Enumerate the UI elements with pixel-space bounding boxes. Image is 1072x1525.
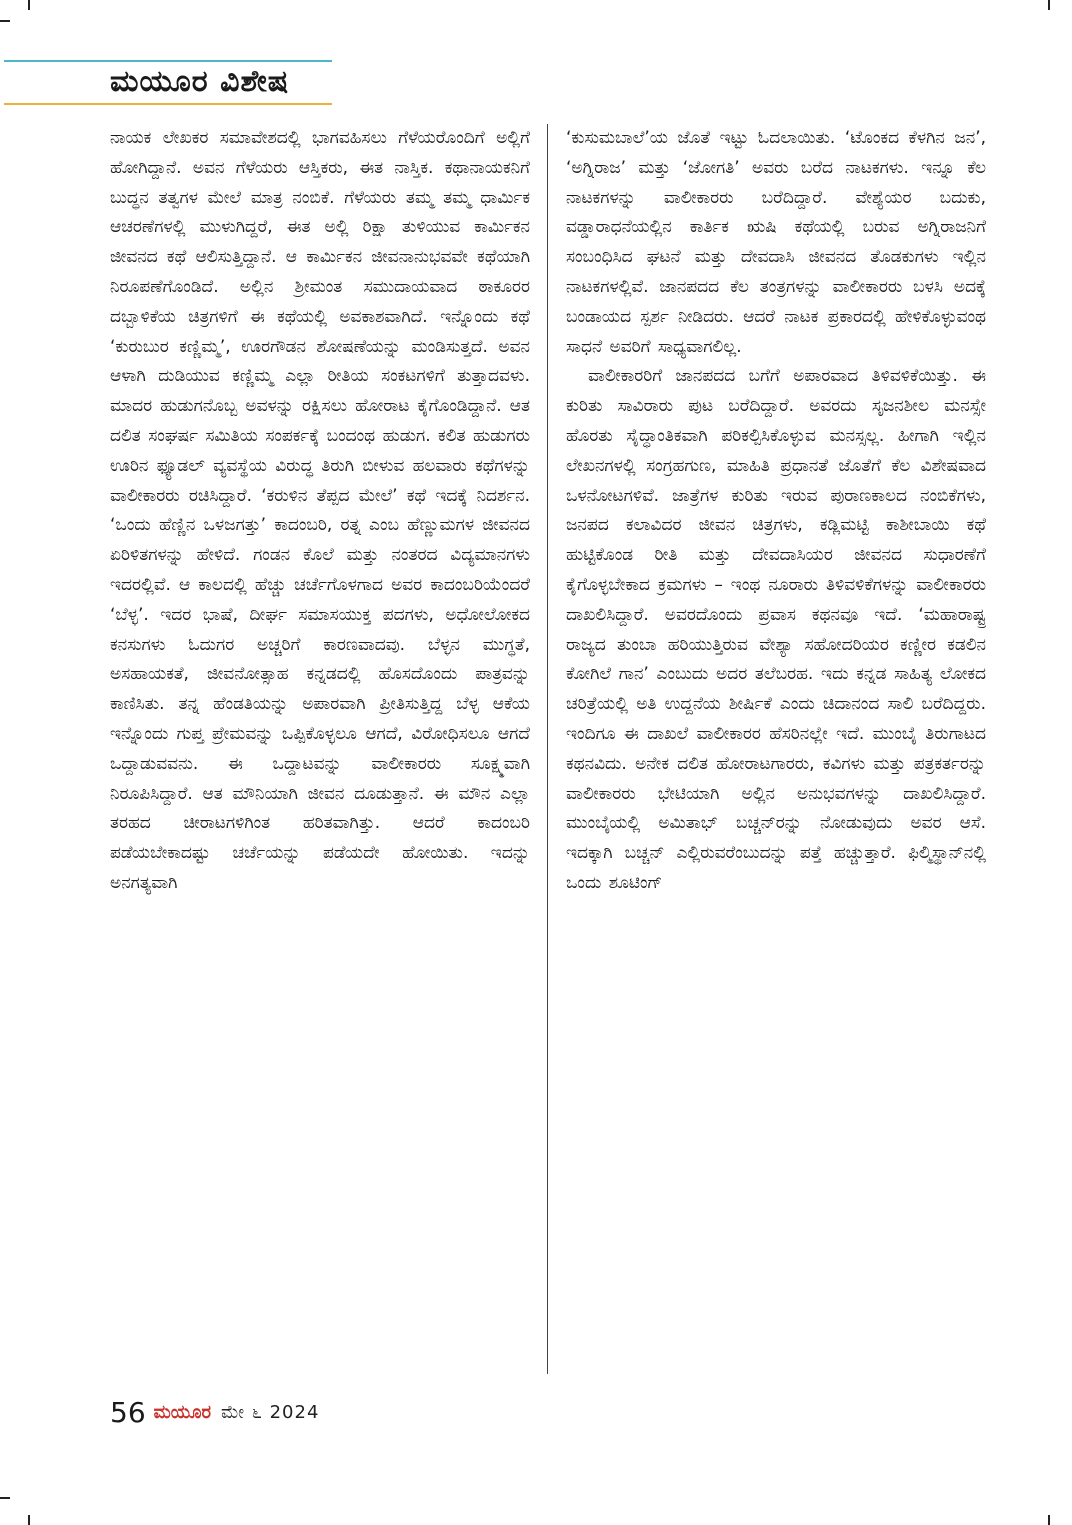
crop-mark (0, 1497, 10, 1499)
crop-mark (1048, 0, 1050, 10)
article-paragraph: ನಾಯಕ ಲೇಖಕರ ಸಮಾವೇಶದಲ್ಲಿ ಭಾಗವಹಿಸಲು ಗೆಳೆಯರೊಂದಿಗೆ ಅಲ್ಲಿಗೆ ಹೋಗಿದ್ದಾನೆ. ಅವನ ಗೆಳೆಯರು ಆಸ್ತಿಕರು, ಈತ ನಾಸ್ತಿಕ. ಕಥಾನಾಯಕನಿಗೆ ಬುದ್ಧನ ತತ್ವಗಳ ಮೇಲೆ ಮಾತ್ರ ನಂಬಿಕೆ. ಗೆಳೆಯರು ತಮ್ಮ ತಮ್ಮ ಧಾರ್ಮಿಕ ಆಚರಣೆಗಳಲ್ಲಿ ಮುಳುಗಿದ್ದರೆ, ಈತ ಅಲ್ಲಿ ರಿಕ್ಷಾ ತುಳಿಯುವ ಕಾರ್ಮಿಕನ ಜೀವನದ ಕಥೆ ಆಲಿಸುತ್ತಿದ್ದಾನೆ. ಆ ಕಾರ್ಮಿಕನ ಜೀವನಾನುಭವವೇ ಕಥೆಯಾಗಿ ನಿರೂಪಣೆಗೊಂಡಿದೆ. ಅಲ್ಲಿನ ಶ್ರೀಮಂತ ಸಮುದಾಯವಾದ ಠಾಕೂರರ ದಬ್ಬಾಳಿಕೆಯ ಚಿತ್ರಗಳಿಗೆ ಈ ಕಥೆಯಲ್ಲಿ ಅವಕಾಶವಾಗಿದೆ. ಇನ್ನೊಂದು ಕಥೆ ‘ಕುರುಬುರ ಕಣ್ಣಿಮ್ಮ’, ಊರಗೌಡನ ಶೋಷಣೆಯನ್ನು ಮಂಡಿಸುತ್ತದೆ. ಅವನ ಆಳಾಗಿ ದುಡಿಯುವ ಕಣ್ಣಿಮ್ಮ ಎಲ್ಲಾ ರೀತಿಯ ಸಂಕಟಗಳಿಗೆ ತುತ್ತಾದವಳು. ಮಾದರ ಹುಡುಗನೊಬ್ಬ ಅವಳನ್ನು ರಕ್ಷಿಸಲು ಹೋರಾಟ ಕೈಗೊಂಡಿದ್ದಾನೆ. ಆತ ದಲಿತ ಸಂಘರ್ಷ ಸಮಿತಿಯ ಸಂಪರ್ಕಕ್ಕೆ ಬಂದಂಥ ಹುಡುಗ. ಕಲಿತ ಹುಡುಗರು ಊರಿನ ಫ್ಯೂಡಲ್ ವ್ಯವಸ್ಥೆಯ ವಿರುದ್ಧ ತಿರುಗಿ ಬೀಳುವ ಹಲವಾರು ಕಥೆಗಳನ್ನು ವಾಲೀಕಾರರು ರಚಿಸಿದ್ದಾರೆ. ‘ಕರುಳಿನ ತೆಪ್ಪದ ಮೇಲೆ’ ಕಥೆ ಇದಕ್ಕೆ ನಿದರ್ಶನ. ‘ಒಂದು ಹೆಣ್ಣಿನ ಒಳಜಗತ್ತು’ ಕಾದಂಬರಿ, ರತ್ನ ಎಂಬ ಹೆಣ್ಣುಮಗಳ ಜೀವನದ ಏರಿಳಿತಗಳನ್ನು ಹೇಳಿದೆ. ಗಂಡನ ಕೊಲೆ ಮತ್ತು ನಂತರದ ವಿದ್ಯಮಾನಗಳು ಇದರಲ್ಲಿವೆ. ಆ ಕಾಲದಲ್ಲಿ ಹೆಚ್ಚು ಚರ್ಚೆಗೊಳಗಾದ ಅವರ ಕಾದಂಬರಿಯೆಂದರೆ ‘ಬೆಳ್ಳ’. ಇದರ ಭಾಷೆ, ದೀರ್ಘ ಸಮಾಸಯುಕ್ತ ಪದಗಳು, ಅಧೋಲೋಕದ ಕನಸುಗಳು ಓದುಗರ ಅಚ್ಚರಿಗೆ ಕಾರಣವಾದವು. ಬೆಳ್ಳನ ಮುಗ್ಧತೆ, ಅಸಹಾಯಕತೆ, ಜೀವನೋತ್ಸಾಹ ಕನ್ನಡದಲ್ಲಿ ಹೊಸದೊಂದು ಪಾತ್ರವನ್ನು ಕಾಣಿಸಿತು. ತನ್ನ ಹೆಂಡತಿಯನ್ನು ಅಪಾರವಾಗಿ ಪ್ರೀತಿಸುತ್ತಿದ್ದ ಬೆಳ್ಳ ಆಕೆಯ ಇನ್ನೊಂದು ಗುಪ್ತ ಪ್ರೇಮವನ್ನು ಒಪ್ಪಿಕೊಳ್ಳಲೂ ಆಗದೆ, ವಿರೋಧಿಸಲೂ ಆಗದೆ ಒದ್ದಾಡುವವನು. ಈ ಒದ್ದಾಟವನ್ನು ವಾಲೀಕಾರರು ಸೂಕ್ಷ್ಮವಾಗಿ ನಿರೂಪಿಸಿದ್ದಾರೆ. ಆತ ಮೌನಿಯಾಗಿ ಜೀವನ ದೂಡುತ್ತಾನೆ. ಈ ಮೌನ ಎಲ್ಲಾ ತರಹದ ಚೀರಾಟಗಳಿಗಿಂತ ಹರಿತವಾಗಿತ್ತು. ಆದರೆ ಕಾದಂಬರಿ ಪಡೆಯಬೇಕಾದಷ್ಟು ಚರ್ಚೆಯನ್ನು ಪಡೆಯದೇ ಹೋಯಿತು. ಇದನ್ನು ಅನಗತ್ಯವಾಗಿ (110, 128, 530, 893)
page-footer (110, 1392, 319, 1432)
crop-mark (0, 20, 10, 22)
magazine-logo: ಮಯೂರ (153, 1401, 212, 1423)
crop-mark (1048, 1515, 1050, 1525)
article-paragraph: ‘ಕುಸುಮಬಾಲೆ’ಯ ಜೊತೆ ಇಟ್ಟು ಓದಲಾಯಿತು. ‘ಟೊಂಕದ ಕೆಳಗಿನ ಜನ’, ‘ಅಗ್ನಿರಾಜ’ ಮತ್ತು ‘ಜೋಗತಿ’ ಅವರು ಬರೆದ ನಾಟಕಗಳು. ಇನ್ನೂ ಕೆಲ ನಾಟಕಗಳನ್ನು ವಾಲೀಕಾರರು ಬರೆದಿದ್ದಾರೆ. ವೇಶ್ಯೆಯರ ಬದುಕು, ವಡ್ಡಾರಾಧನೆಯಲ್ಲಿನ ಕಾರ್ತಿಕ ಋಷಿ ಕಥೆಯಲ್ಲಿ ಬರುವ ಅಗ್ನಿರಾಜನಿಗೆ ಸಂಬಂಧಿಸಿದ ಘಟನೆ ಮತ್ತು ದೇವದಾಸಿ ಜೀವನದ ತೊಡಕುಗಳು ಇಲ್ಲಿನ ನಾಟಕಗಳಲ್ಲಿವೆ. ಜಾನಪದದ ಕೆಲ ತಂತ್ರಗಳನ್ನು ವಾಲೀಕಾರರು ಬಳಸಿ ಅದಕ್ಕೆ ಬಂಡಾಯದ ಸ್ಪರ್ಶ ನೀಡಿದರು. ಆದರೆ ನಾಟಕ ಪ್ರಕಾರದಲ್ಲಿ ಹೇಳಿಕೊಳ್ಳುವಂಥ ಸಾಧನೆ ಅವರಿಗೆ ಸಾಧ್ಯವಾಗಲಿಲ್ಲ. (566, 128, 986, 357)
article-column-right (566, 124, 986, 1376)
crop-mark (28, 0, 30, 10)
column-divider (547, 124, 548, 1374)
article-column-left (110, 124, 530, 1376)
crop-mark (28, 1515, 30, 1525)
page-number: 56 (110, 1395, 146, 1429)
header-rule-bottom (4, 103, 332, 105)
article-paragraph: ವಾಲೀಕಾರರಿಗೆ ಜಾನಪದದ ಬಗೆಗೆ ಅಪಾರವಾದ ತಿಳಿವಳಿಕೆಯಿತ್ತು. ಈ ಕುರಿತು ಸಾವಿರಾರು ಪುಟ ಬರೆದಿದ್ದಾರೆ. ಅವರದು ಸೃಜನಶೀಲ ಮನಸ್ಸೇ ಹೊರತು ಸೈದ್ಧಾಂತಿಕವಾಗಿ ಪರಿಕಲ್ಪಿಸಿಕೊಳ್ಳುವ ಮನಸ್ಸಲ್ಲ. ಹೀಗಾಗಿ ಇಲ್ಲಿನ ಲೇಖನಗಳಲ್ಲಿ ಸಂಗ್ರಹಗುಣ, ಮಾಹಿತಿ ಪ್ರಧಾನತೆ ಜೊತೆಗೆ ಕೆಲ ವಿಶೇಷವಾದ ಒಳನೋಟಗಳಿವೆ. ಜಾತ್ರೆಗಳ ಕುರಿತು ಇರುವ ಪುರಾಣಕಾಲದ ನಂಬಿಕೆಗಳು, ಜನಪದ ಕಲಾವಿದರ ಜೀವನ ಚಿತ್ರಗಳು, ಕಡ್ಲಿಮಟ್ಟಿ ಕಾಶೀಬಾಯಿ ಕಥೆ ಹುಟ್ಟಿಕೊಂಡ ರೀತಿ ಮತ್ತು ದೇವದಾಸಿಯರ ಜೀವನದ ಸುಧಾರಣೆಗೆ ಕೈಗೊಳ್ಳಬೇಕಾದ ಕ್ರಮಗಳು – ಇಂಥ ನೂರಾರು ತಿಳಿವಳಿಕೆಗಳನ್ನು ವಾಲೀಕಾರರು ದಾಖಲಿಸಿದ್ದಾರೆ. ಅವರದೊಂದು ಪ್ರವಾಸ ಕಥನವೂ ಇದೆ. ‘ಮಹಾರಾಷ್ಟ್ರ ರಾಜ್ಯದ ತುಂಬಾ ಹರಿಯುತ್ತಿರುವ ವೇಶ್ಯಾ ಸಹೋದರಿಯರ ಕಣ್ಣೀರ ಕಡಲಿನ ಕೋಗಿಲೆ ಗಾನ’ ಎಂಬುದು ಅದರ ತಲೆಬರಹ. ಇದು ಕನ್ನಡ ಸಾಹಿತ್ಯ ಲೋಕದ ಚರಿತ್ರೆಯಲ್ಲಿ ಅತಿ ಉದ್ದನೆಯ ಶೀರ್ಷಿಕೆ ಎಂದು ಚಿದಾನಂದ ಸಾಲಿ ಬರೆದಿದ್ದರು. ಇಂದಿಗೂ ಈ ದಾಖಲೆ ವಾಲೀಕಾರರ ಹೆಸರಿನಲ್ಲೇ ಇದೆ. ಮುಂಬೈ ತಿರುಗಾಟದ ಕಥನವಿದು. ಅನೇಕ ದಲಿತ ಹೋರಾಟಗಾರರು, ಕವಿಗಳು ಮತ್ತು ಪತ್ರಕರ್ತರನ್ನು ವಾಲೀಕಾರರು ಭೇಟಿಯಾಗಿ ಅಲ್ಲಿನ ಅನುಭವಗಳನ್ನು ದಾಖಲಿಸಿದ್ದಾರೆ. ಮುಂಬೈಯಲ್ಲಿ ಅಮಿತಾಭ್ ಬಚ್ಚನ್‌ರನ್ನು ನೋಡುವುದು ಅವರ ಆಸೆ. ಇದಕ್ಕಾಗಿ ಬಚ್ಚನ್ ಎಲ್ಲಿರುವರೆಂಬುದನ್ನು ಪತ್ತೆ ಹಚ್ಚುತ್ತಾರೆ. ಫಿಲ್ಮಿಸ್ಥಾನ್‌ನಲ್ಲಿ ಒಂದು ಶೂಟಿಂಗ್ (566, 366, 986, 893)
issue-date: ಮೇ ೬ 2024 (221, 1401, 320, 1423)
section-title: ಮಯೂರ ವಿಶೇಷ (110, 64, 290, 99)
